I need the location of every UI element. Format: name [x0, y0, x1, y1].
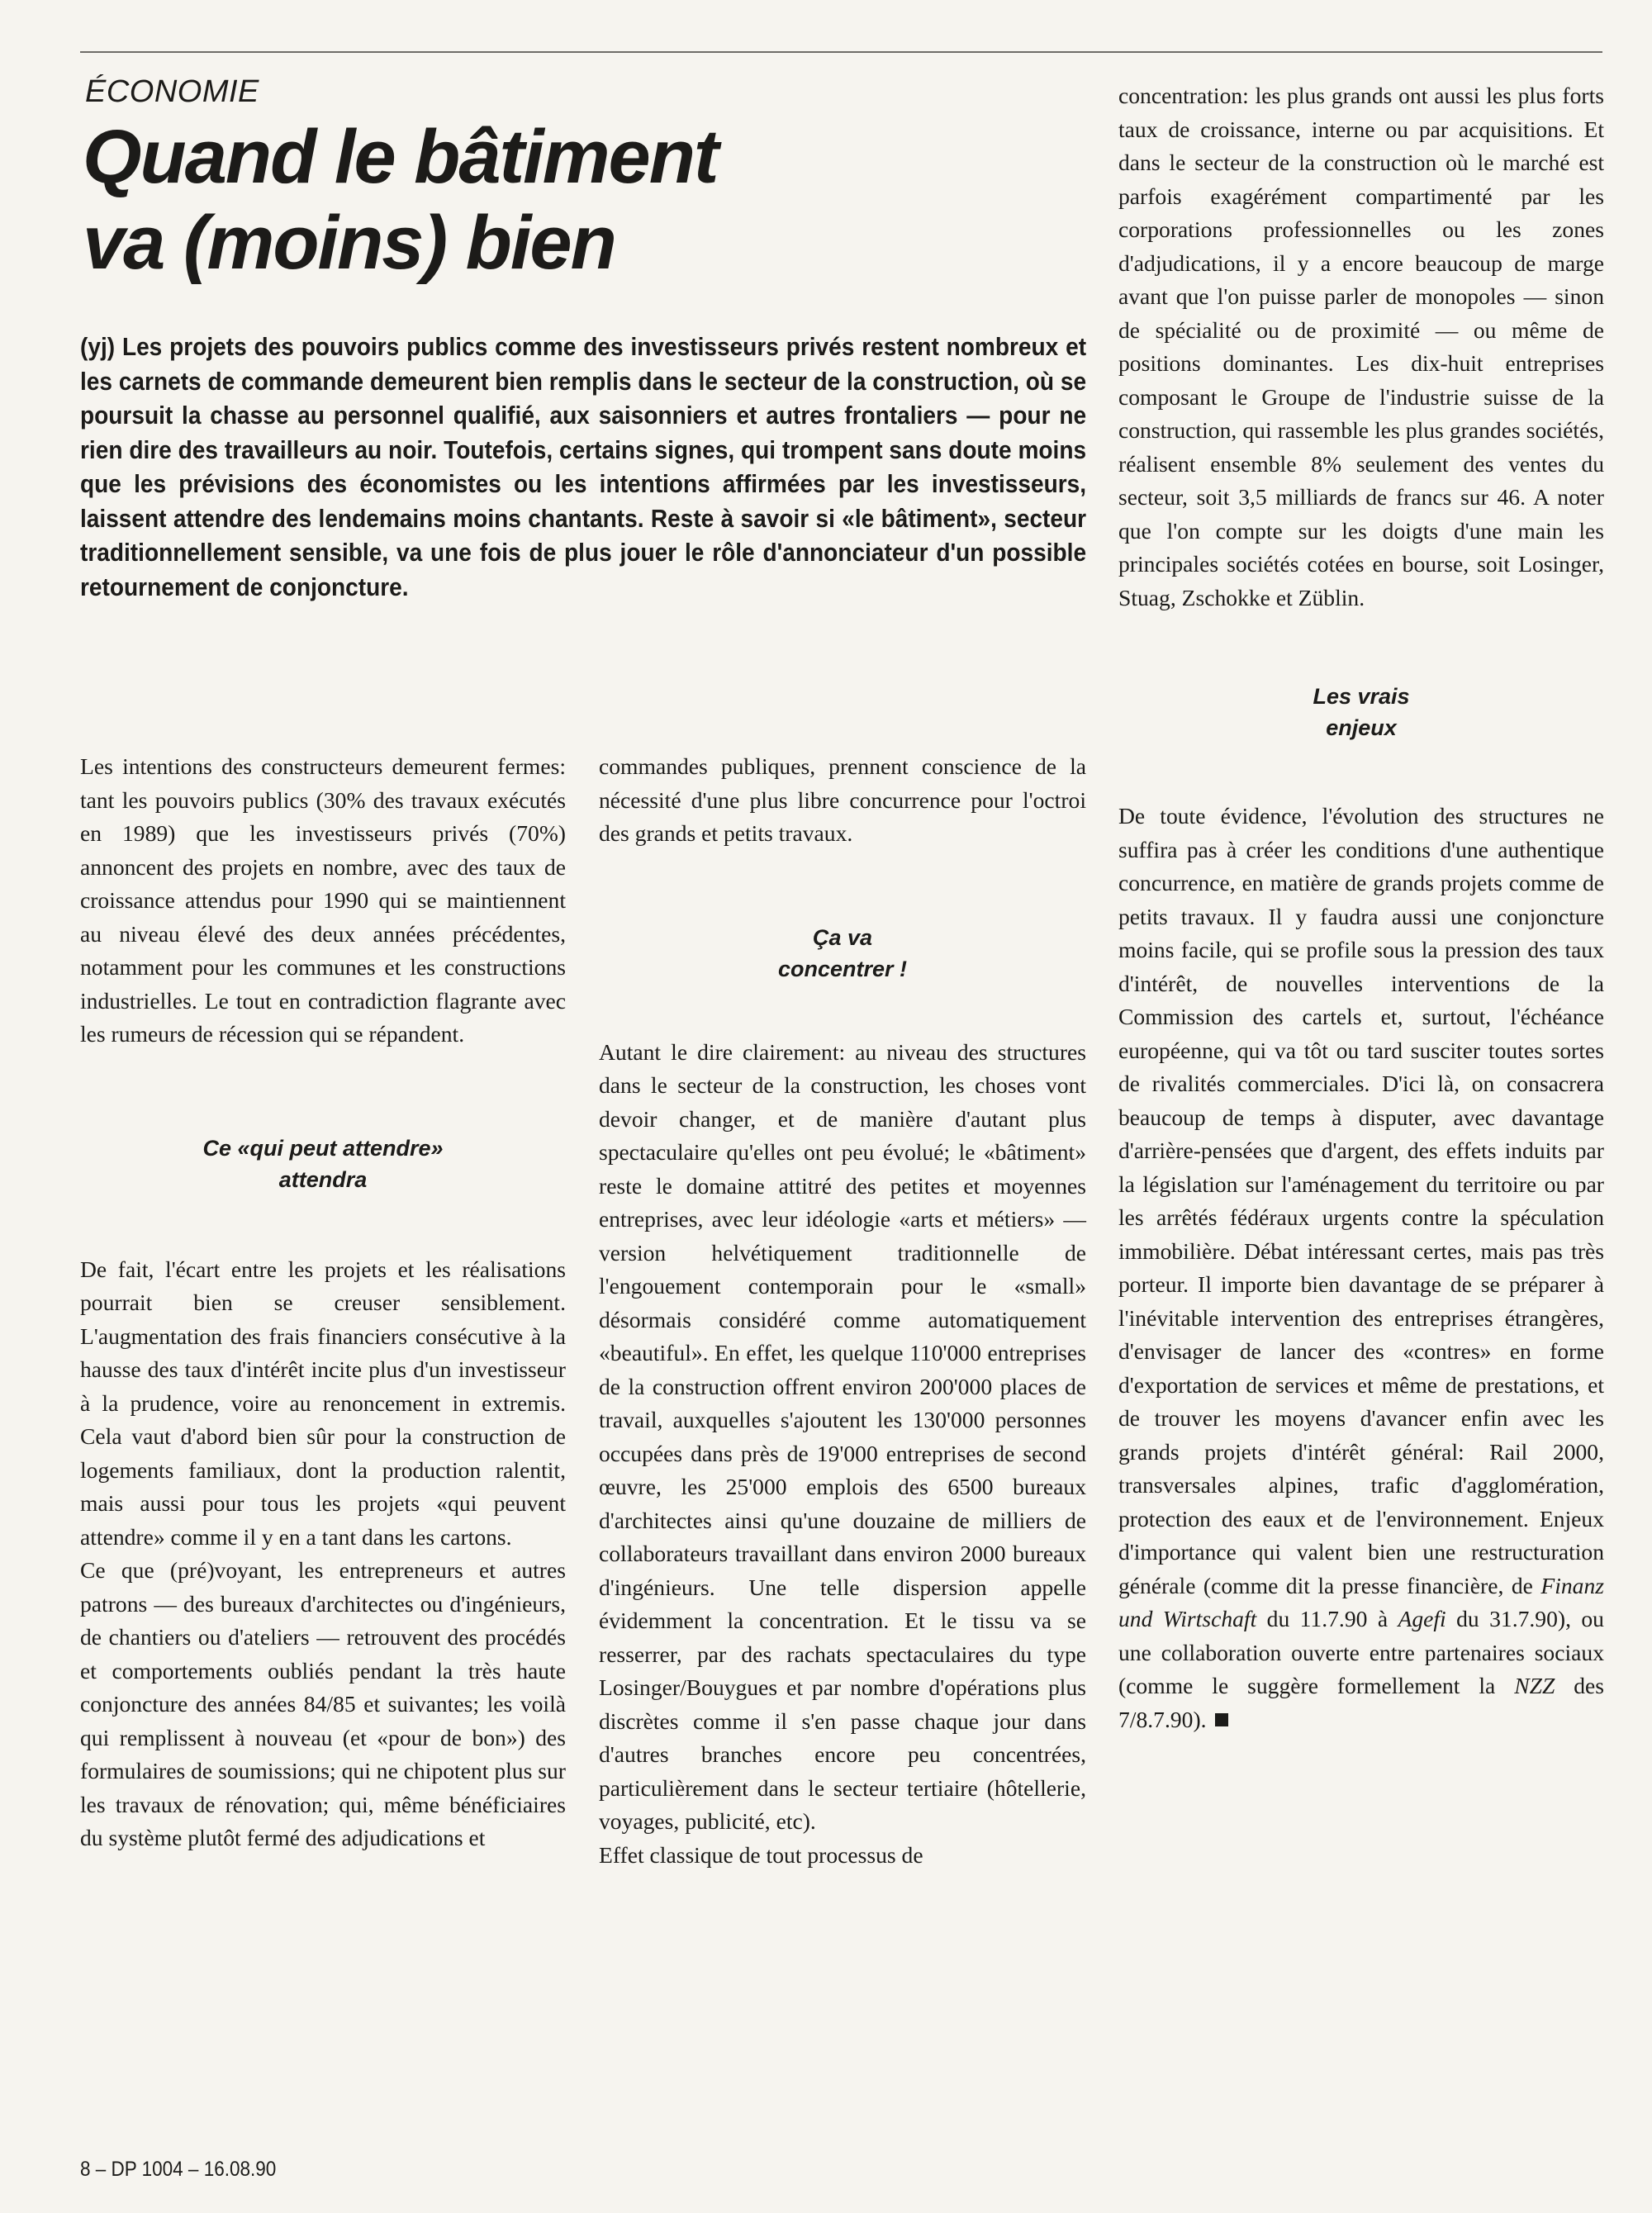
- subheading-line: Ce «qui peut attendre»: [202, 1135, 444, 1161]
- body-paragraph: Autant le dire clairement: au niveau des structures dans le secteur de la construction, les choses vont devoir changer, et de manière d'autant plus spectaculaire qu'elles ont peu évolué; le «bâtiment» reste le domaine attitré des petites et moyennes entreprises, avec leur idéologie «arts et métiers» — version helvétiquement traditionnelle de l'engouement contemporain pour le «small» désormais considéré comme automatiquement «beautiful». En effet, les quelque 110'000 entreprises de la construction offrent environ 200'000 places de travail, auxquelles s'ajoutent les 130'000 personnes occupées dans près de 19'000 entreprises de second œuvre, les 25'000 emplois des 6500 bureaux d'architectes ainsi qu'une douzaine de milliers de collaborateurs travaillant dans environ 2000 bureaux d'ingénieurs. Une telle dispersion appelle évidemment la concentration. Et le tissu va se resserrer, par des rachats spectaculaires du type Losinger/Bouygues et par nombre d'opérations plus discrètes comme il s'en passe chaque jour dans d'autres branches encore peu concentrées, particulièrement dans le secteur tertiaire (hôtellerie, voyages, publicité, etc).: [599, 1038, 1086, 1834]
- article-title: [83, 114, 1074, 286]
- subheading-attendra: [80, 1133, 566, 1195]
- body-paragraph: Les intentions des constructeurs demeurent fermes: tant les pouvoirs publics (30% des travaux exécutés en 1989) que les investisseurs privés (70%) annoncent des projets en nombre, avec des taux de croissance attendus pour 1990 qui se maintiennent au niveau élevé des deux années précédentes, notamment pour les communes et les constructions industrielles. Le tout en contradiction flagrante avec les rumeurs de récession qui se répandent.: [80, 753, 566, 1047]
- text-run: des 7/8.7.90).: [1118, 1673, 1604, 1732]
- body-paragraph: De fait, l'écart entre les projets et les réalisations pourrait bien se creuser sensiblement. L'augmentation des frais financiers consécutive à la hausse des taux d'intérêt incite plus d'un investisseur à la prudence, voire au renoncement in extremis. Cela vaut d'abord bien sûr pour la construction de logements familiaux, dont la production ralentit, mais aussi pour tous les projets «qui peuvent attendre» comme il y en a tant dans les cartons.: [80, 1256, 566, 1550]
- publication-name: Finanz und Wirtschaft: [1118, 1572, 1604, 1631]
- publication-name: Agefi: [1398, 1606, 1446, 1631]
- lead-paragraph: (yj) Les projets des pouvoirs publics comme des investisseurs privés restent nombreux et les carnets de commande demeurent bien remplis dans le secteur de la construction, où se poursuit la chasse au personnel qualifié, aux saisonniers et autres frontaliers — pour ne rien dire des travailleurs au noir. Toutefois, certains signes, qui trompent sans doute moins que les prévisions des économistes ou les intentions affirmées par les investisseurs, laissent attendre des lendemains moins chantants. Reste à savoir si «le bâtiment», secteur traditionnellement sensible, va une fois de plus jouer le rôle d'annonciateur d'un possible retournement de conjoncture.: [80, 333, 1087, 601]
- end-of-article-square-icon: [1215, 1713, 1228, 1726]
- subheading-concentrer: [599, 922, 1086, 985]
- column-2: [599, 750, 1086, 1872]
- title-line-2: va (moins) bien: [83, 201, 615, 285]
- subheading-enjeux: [1118, 681, 1604, 743]
- subheading-line: attendra: [278, 1166, 368, 1192]
- title-line-1: Quand le bâtiment: [83, 115, 718, 199]
- subheading-line: Ça va: [812, 924, 873, 950]
- body-paragraph: commandes publiques, prennent conscience de la nécessité d'une plus libre concurrence pour l'octroi des grands et petits travaux.: [599, 753, 1086, 846]
- publication-name: NZZ: [1514, 1673, 1555, 1698]
- page-folio: 8 – DP 1004 – 16.08.90: [80, 2158, 277, 2181]
- text-run: du 31.7.90), ou une collaboration ouverte entre partenaires sociaux (comme le suggère formellement la: [1118, 1606, 1604, 1698]
- subheading-line: enjeux: [1326, 715, 1397, 740]
- body-paragraph: concentration: les plus grands ont aussi les plus forts taux de croissance, interne ou par acquisitions. Et dans le secteur de la construction où le marché est parfois exagérément compartimenté par les corporations professionnelles ou les zones d'adjudications, il y a encore beaucoup de marge avant que l'on puisse parler de monopoles — sinon de spécialité ou de proximité — ou même de positions dominantes. Les dix-huit entreprises composant le Groupe de l'industrie suisse de la construction, qui rassemble les plus grandes sociétés, réalisent ensemble 8% seulement des ventes du secteur, soit 3,5 milliards de francs sur 46. A noter que l'on compte sur les doigts d'une main les principales sociétés cotées en bourse, soit Losinger, Stuag, Zschokke et Züblin.: [1118, 83, 1604, 610]
- section-rubric: ÉCONOMIE: [85, 74, 259, 109]
- subheading-line: concentrer !: [777, 956, 908, 981]
- text-run: De toute évidence, l'évolution des structures ne suffira pas à créer les conditions d'une authentique concurrence, en matière de grands projets comme de petits travaux. Il y faudra aussi une conjoncture moins facile, qui se profile sous la pression des taux d'intérêt, de nouvelles interventions de la Commission des cartels et, surtout, l'échéance européenne, qui va tôt ou tard susciter toutes sortes de rivalités commerciales. D'ici là, on consacrera beaucoup de temps à disputer, avec davantage d'arrière-pensées que d'argent, des effets induits par la législation sur l'aménagement du territoire ou par les arrêtés fédéraux urgents contre la spéculation immobilière. Débat intéressant certes, mais pas très porteur. Il importe bien davantage de se préparer à l'inévitable intervention des entreprises étrangères, d'envisager de lancer des «contres» en forme d'exportation de services et même de prestations, et de trouver les moyens d'avancer enfin avec les grands projets d'intérêt général: Rail 2000, transversales alpines, trafic d'agglomération, protection des eaux et de l'environnement. Enjeux d'importance qui valent bien une restructuration générale (comme dit la presse financière, de: [1118, 803, 1604, 1598]
- column-1: [80, 750, 566, 1855]
- text-run: du 11.7.90 à: [1256, 1606, 1398, 1631]
- subheading-line: Les vrais: [1313, 684, 1410, 709]
- body-paragraph: Effet classique de tout processus de: [599, 1841, 923, 1868]
- top-rule: [80, 51, 1602, 53]
- column-3: [1118, 79, 1604, 1736]
- body-paragraph: Ce que (pré)voyant, les entrepreneurs et autres patrons — des bureaux d'architectes ou d'ingénieurs, de chantiers ou d'ateliers — retrouvent des procédés et comportements oubliés pendant la très haute conjoncture des années 84/85 et suivantes; les voilà qui remplissent à nouveau (et «pour de bon») des formulaires de soumissions; qui ne chipotent plus sur les travaux de rénovation; qui, même bénéficiaires du système plutôt fermé des adjudications et: [80, 1557, 566, 1850]
- body-paragraph-final: [1118, 800, 1604, 1736]
